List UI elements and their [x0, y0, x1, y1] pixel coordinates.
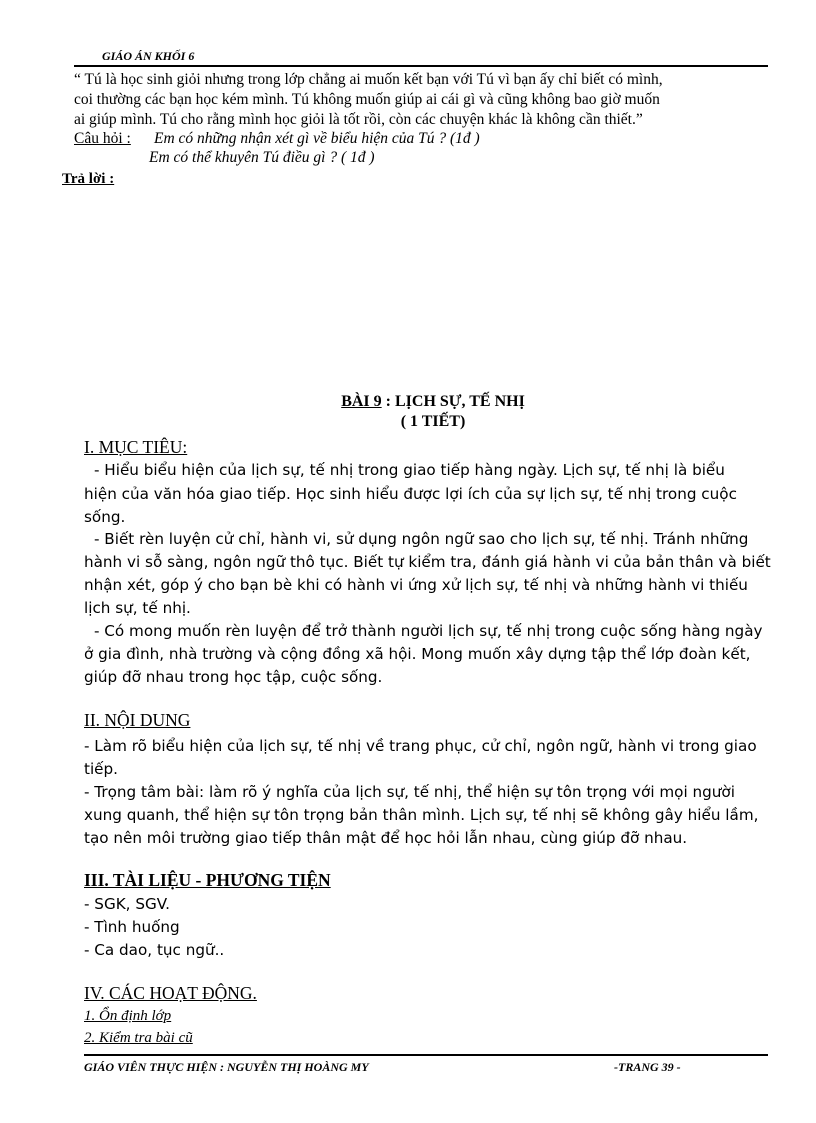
footer-page-number: -TRANG 39 -: [614, 1060, 681, 1074]
lesson-duration: ( 1 TIẾT): [400, 413, 466, 430]
body-line: tạo nên môi trường giao tiếp thân mật để học hỏi lẫn nhau, cùng giúp đỡ nhau.: [84, 829, 688, 847]
story-line: “ Tú là học sinh giỏi nhưng trong lớp chẳng ai muốn kết bạn với Tú vì bạn ấy chỉ biết có mình,: [74, 71, 663, 88]
lesson-title: [0, 393, 816, 411]
body-line: xung quanh, thể hiện sự tôn trọng bản thân mình. Lịch sự, tế nhị sẽ không gây hiểu lầm,: [84, 806, 759, 824]
body-line: ở gia đình, nhà trường và cộng đồng xã hội. Mong muốn xây dựng tập thể lớp đoàn kết,: [84, 645, 751, 663]
header-label: GIÁO ÁN KHỐI 6: [102, 49, 195, 63]
activity-item: 2. Kiểm tra bài cũ: [84, 1030, 193, 1046]
footer-rule: [84, 1054, 768, 1056]
list-item: - Ca dao, tục ngữ..: [84, 941, 225, 959]
body-line: - Biết rèn luyện cử chỉ, hành vi, sử dụng ngôn ngữ sao cho lịch sự, tế nhị. Tránh những: [94, 530, 749, 548]
story-line: ai giúp mình. Tú cho rằng mình học giỏi là tốt rồi, còn các chuyện khác là không cần thiết.”: [74, 111, 643, 128]
section-heading-content: II. NỘI DUNG: [84, 710, 191, 730]
body-line: lịch sự, tế nhị.: [84, 599, 191, 617]
body-line: giúp đỡ nhau trong học tập, cuộc sống.: [84, 668, 383, 686]
list-item: - SGK, SGV.: [84, 895, 170, 913]
body-line: hiện của văn hóa giao tiếp. Học sinh hiểu được lợi ích của sự lịch sự, tế nhị trong cuộc: [84, 485, 737, 503]
body-line: - Hiểu biểu hiện của lịch sự, tế nhị trong giao tiếp hàng ngày. Lịch sự, tế nhị là biểu: [94, 461, 725, 479]
body-line: hành vi sỗ sàng, ngôn ngữ thô tục. Biết tự kiểm tra, đánh giá hành vi của bản thân và biết: [84, 553, 771, 571]
body-line: tiếp.: [84, 760, 118, 778]
question-label: Câu hỏi :: [74, 130, 131, 147]
footer-teacher: GIÁO VIÊN THỰC HIỆN : NGUYỄN THỊ HOÀNG MY: [84, 1060, 369, 1074]
body-line: nhận xét, góp ý cho bạn bè khi có hành vi ứng xử lịch sự, tế nhị và những hành vi thiếu: [84, 576, 748, 594]
header-rule: [74, 65, 768, 67]
body-line: - Có mong muốn rèn luyện để trở thành người lịch sự, tế nhị trong cuộc sống hàng ngày: [94, 622, 763, 640]
list-item: - Tình huống: [84, 918, 180, 936]
body-line: - Trọng tâm bài: làm rõ ý nghĩa của lịch sự, tế nhị, thể hiện sự tôn trọng với mọi người: [84, 783, 735, 801]
story-line: coi thường các bạn học kém mình. Tú không muốn giúp ai cái gì và cũng không bao giờ muốn: [74, 91, 660, 108]
body-line: - Làm rõ biểu hiện của lịch sự, tế nhị về trang phục, cử chỉ, ngôn ngữ, hành vi trong giao: [84, 737, 757, 755]
body-line: sống.: [84, 508, 126, 526]
lesson-name: : LỊCH SỰ, TẾ NHỊ: [381, 393, 525, 410]
activity-item: 1. Ổn định lớp: [84, 1008, 172, 1024]
section-heading-materials: III. TÀI LIỆU - PHƯƠNG TIỆN: [84, 870, 331, 890]
section-heading-objectives: I. MỤC TIÊU:: [84, 437, 188, 457]
answer-label: Trả lời :: [62, 171, 115, 187]
lesson-number: BÀI 9: [341, 393, 382, 410]
question-text: Em có những nhận xét gì về biểu hiện của Tú ? (1đ ): [154, 130, 480, 147]
question-text: Em có thể khuyên Tú điều gì ? ( 1đ ): [149, 149, 375, 166]
section-heading-activities: IV. CÁC HOẠT ĐỘNG.: [84, 983, 257, 1003]
